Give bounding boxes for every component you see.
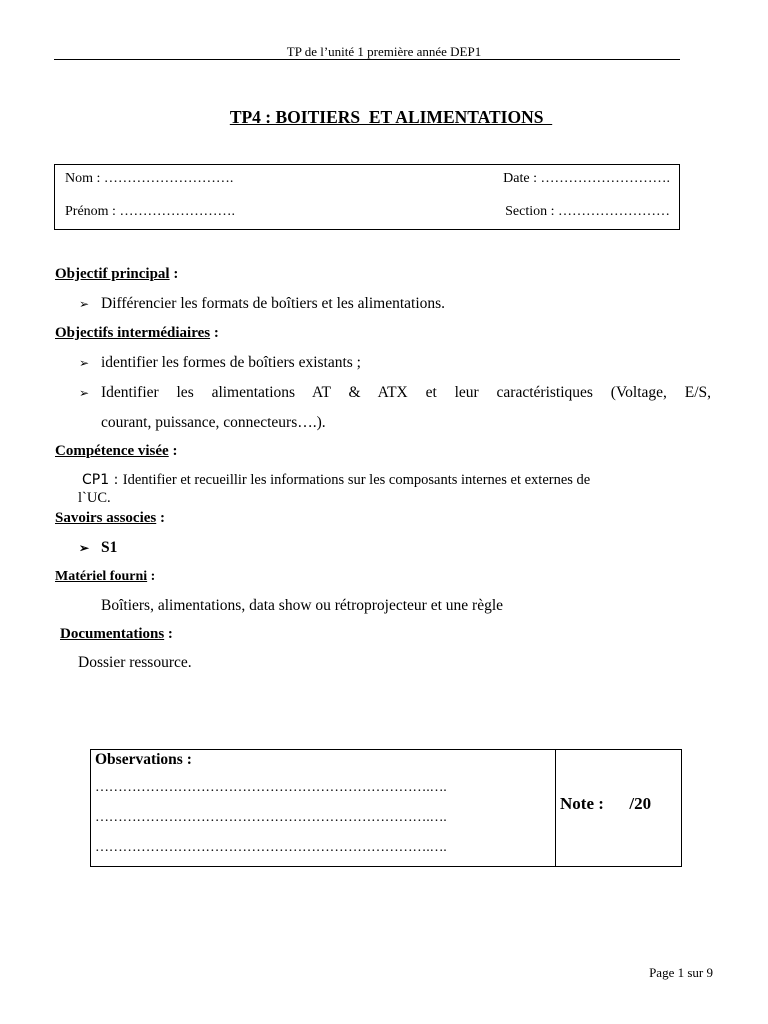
competence-colon: : bbox=[168, 443, 178, 459]
note-label: Note : /20 bbox=[560, 794, 652, 813]
materiel-colon: : bbox=[147, 569, 156, 584]
list-item bbox=[79, 384, 711, 402]
documentations-heading bbox=[60, 626, 173, 643]
observations-line-2: ……………………………………………………………….…. bbox=[95, 810, 447, 825]
header-rule bbox=[54, 59, 680, 60]
competence-separator: : bbox=[109, 472, 123, 488]
objectif-principal-colon: : bbox=[169, 266, 179, 282]
objectif-principal-heading bbox=[55, 266, 178, 283]
page-header: TP de l’unité 1 première année DEP1 bbox=[286, 44, 482, 59]
observations-line-1: ……………………………………………………………….…. bbox=[95, 780, 447, 795]
competence-line-1 bbox=[82, 472, 590, 489]
arrow-bullet-icon: ➢ bbox=[79, 356, 90, 370]
page-number: Page 1 sur 9 bbox=[649, 965, 713, 980]
document-title-text: TP4 : BOITIERS ET ALIMENTATIONS bbox=[229, 107, 553, 127]
savoirs-label: Savoirs associes bbox=[55, 510, 157, 526]
competence-label: Compétence visée bbox=[55, 443, 169, 459]
savoirs-colon: : bbox=[156, 510, 165, 526]
section-field: Section : …………………… bbox=[505, 204, 670, 219]
observations-line-3: ……………………………………………………………….…. bbox=[95, 840, 447, 855]
savoirs-heading bbox=[55, 510, 165, 527]
list-item bbox=[79, 539, 117, 557]
documentations-colon: : bbox=[164, 626, 173, 642]
list-item bbox=[79, 354, 361, 372]
arrow-bullet-icon: ➢ bbox=[79, 386, 90, 400]
student-info-box bbox=[54, 164, 680, 230]
arrow-bullet-icon: ➢ bbox=[79, 297, 90, 311]
competence-heading bbox=[55, 443, 177, 460]
documentations-label: Documentations bbox=[60, 626, 165, 642]
objectifs-intermediaires-heading bbox=[55, 325, 219, 342]
objectif-principal-item: Différencier les formats de boîtiers et les alimentations. bbox=[101, 295, 446, 312]
nom-field: Nom : ………………………. bbox=[65, 171, 234, 186]
list-item bbox=[79, 295, 445, 313]
competence-line-2: l`UC. bbox=[78, 490, 111, 506]
arrow-bullet-icon: ➢ bbox=[79, 541, 90, 555]
observations-table bbox=[90, 749, 682, 867]
savoirs-item: S1 bbox=[101, 539, 118, 556]
objectif-intermediaire-item-2-line-2: courant, puissance, connecteurs….). bbox=[101, 414, 326, 431]
objectifs-intermediaires-colon: : bbox=[210, 325, 219, 341]
observations-label: Observations : bbox=[95, 751, 192, 768]
objectifs-intermediaires-label: Objectifs intermédiaires bbox=[55, 325, 211, 341]
objectif-principal-label: Objectif principal bbox=[55, 266, 170, 282]
materiel-heading bbox=[55, 569, 155, 585]
objectif-intermediaire-item-2-line-1: Identifier les alimentations AT & ATX et leur caractéristiques (Voltage, E/S, bbox=[101, 384, 711, 401]
competence-code: CP1 bbox=[82, 472, 110, 488]
document-title bbox=[0, 107, 768, 128]
materiel-label: Matériel fourni bbox=[55, 569, 148, 584]
documentations-text: Dossier ressource. bbox=[78, 654, 192, 671]
date-field: Date : ………………………. bbox=[503, 171, 670, 186]
competence-text: Identifier et recueillir les informations sur les composants internes et externes de bbox=[122, 472, 591, 488]
observations-cell bbox=[91, 750, 556, 866]
objectif-intermediaire-item-1: identifier les formes de boîtiers existants ; bbox=[101, 354, 361, 371]
prenom-field: Prénom : ……………………. bbox=[65, 204, 235, 219]
materiel-text: Boîtiers, alimentations, data show ou rétroprojecteur et une règle bbox=[101, 597, 504, 614]
